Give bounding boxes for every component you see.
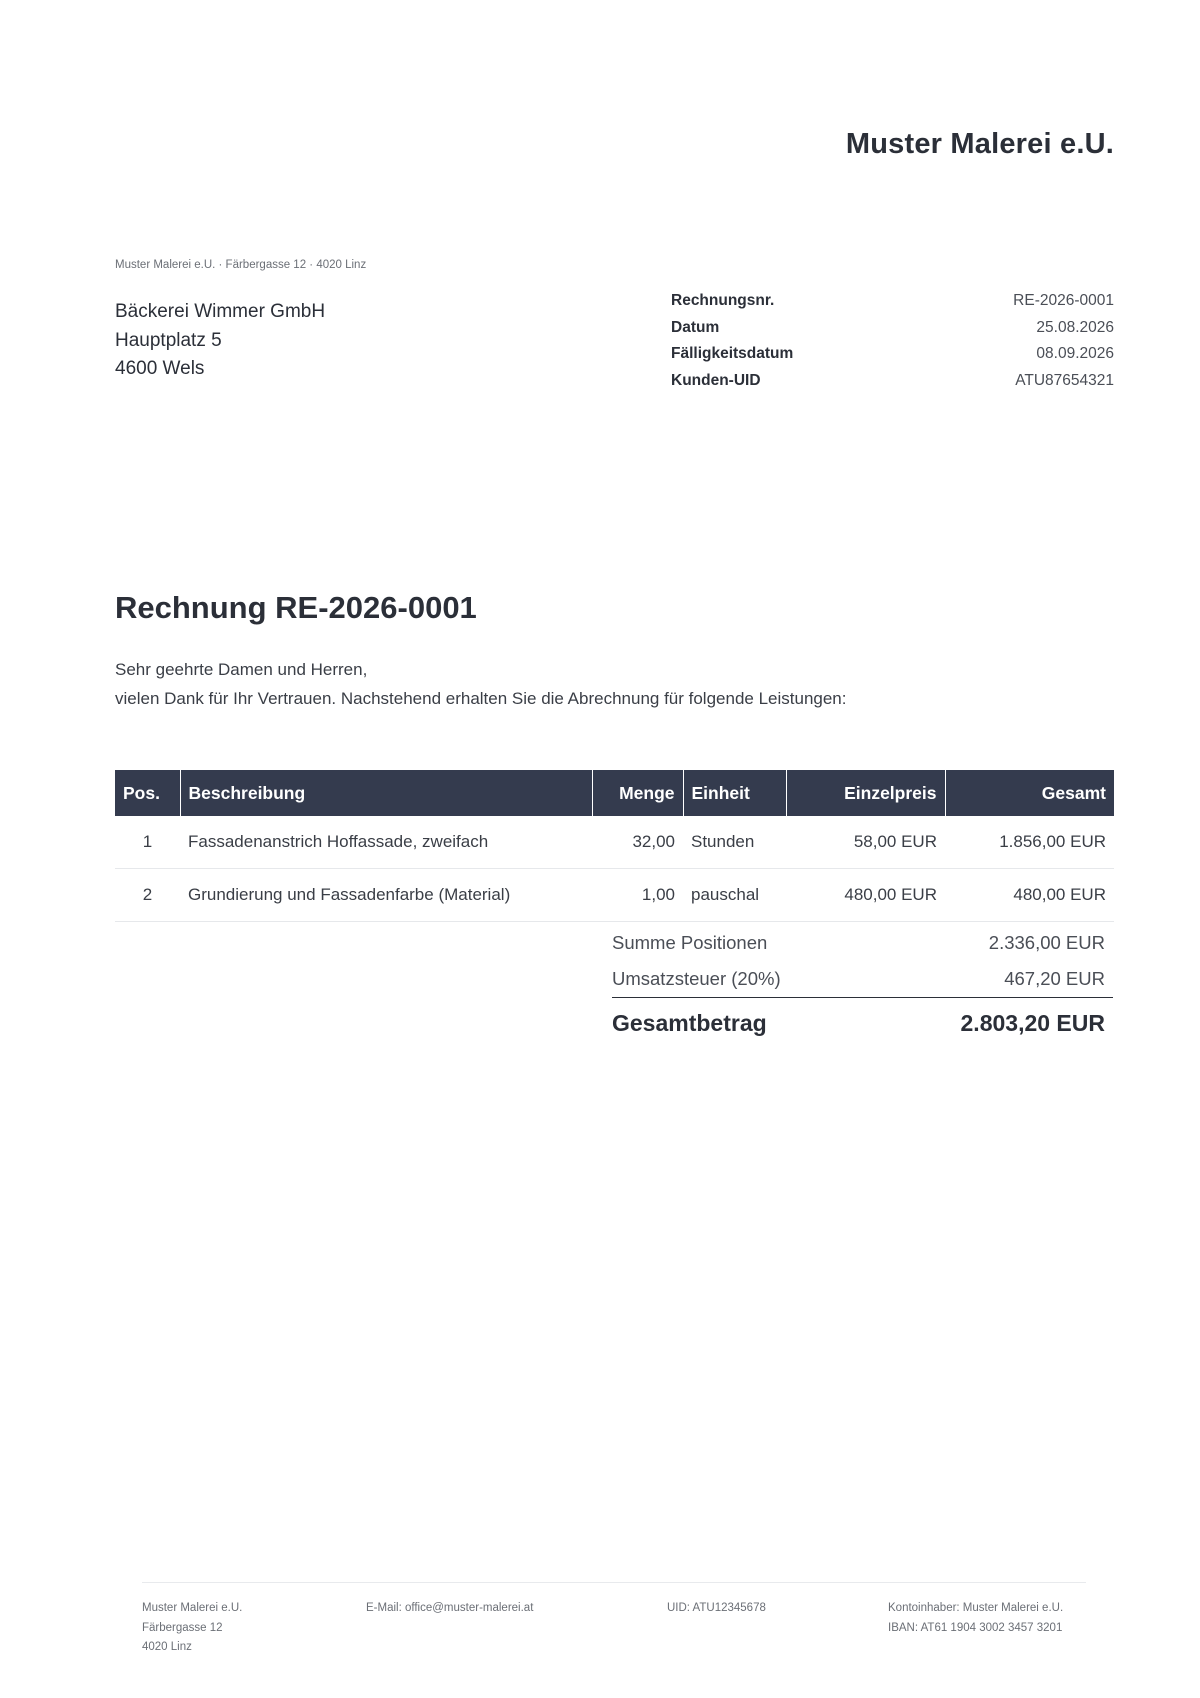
- cell-description: Fassadenanstrich Hoffassade, zweifach: [180, 816, 592, 869]
- cell-pos: 1: [115, 816, 180, 869]
- meta-value: 08.09.2026: [1036, 345, 1114, 363]
- invoice-title: Rechnung RE-2026-0001: [115, 590, 477, 625]
- footer-uid: [667, 1599, 766, 1619]
- footer-company-name: Muster Malerei e.U.: [142, 1602, 243, 1614]
- cell-pos: 2: [115, 869, 180, 922]
- grand-total-label: Gesamtbetrag: [612, 1009, 767, 1036]
- sender-return-address: Muster Malerei e.U. · Färbergasse 12 · 4020 Linz: [115, 259, 367, 271]
- subtotal-row: [612, 925, 1113, 961]
- footer-company: [142, 1599, 242, 1658]
- footer-email-text: E-Mail: office@muster-malerei.at: [366, 1602, 534, 1614]
- tax-label: Umsatzsteuer (20%): [612, 961, 881, 998]
- meta-label: Kunden-UID: [671, 371, 761, 389]
- cell-quantity: 32,00: [592, 816, 683, 869]
- subtotal-label: Summe Positionen: [612, 932, 768, 953]
- subtotal-value: 2.336,00 EUR: [988, 932, 1105, 953]
- meta-label: Fälligkeitsdatum: [671, 345, 794, 363]
- grand-total-row: [612, 998, 1113, 1049]
- table-row: [115, 816, 1114, 869]
- intro-text: [115, 656, 875, 713]
- tax-row: [612, 961, 1113, 998]
- footer-uid-text: UID: ATU12345678: [667, 1602, 766, 1614]
- cell-unit-price: 58,00 EUR: [786, 816, 945, 869]
- meta-row-invoice-number: [671, 288, 1114, 315]
- salutation: Sehr geehrte Damen und Herren,: [115, 660, 368, 679]
- recipient-name: Bäckerei Wimmer GmbH: [115, 301, 326, 322]
- header-pos: Pos.: [115, 770, 180, 816]
- meta-row-date: [671, 315, 1114, 342]
- meta-value: 25.08.2026: [1036, 318, 1114, 336]
- cell-unit-price: 480,00 EUR: [786, 869, 945, 922]
- cell-unit: pauschal: [683, 869, 786, 922]
- recipient-address: [115, 298, 325, 384]
- meta-row-due-date: [671, 341, 1114, 368]
- meta-label: Datum: [671, 318, 720, 336]
- header-unit-price: Einzelpreis: [786, 770, 945, 816]
- footer-company-street: Färbergasse 12: [142, 1621, 223, 1634]
- company-name: Muster Malerei e.U.: [845, 128, 1114, 160]
- footer-account-holder: Kontoinhaber: Muster Malerei e.U.: [888, 1602, 1064, 1614]
- footer-bank: [888, 1599, 1063, 1638]
- intro-paragraph: vielen Dank für Ihr Vertrauen. Nachstehend erhalten Sie die Abrechnung für folgende Leistungen:: [115, 688, 847, 708]
- cell-total: 1.856,00 EUR: [945, 816, 1114, 869]
- totals-table: [612, 925, 1113, 1048]
- tax-value: 467,20 EUR: [881, 961, 1113, 998]
- meta-label: Rechnungsnr.: [671, 292, 775, 310]
- page-footer: [142, 1582, 1086, 1653]
- header-unit: Einheit: [683, 770, 786, 816]
- header-total: Gesamt: [945, 770, 1114, 816]
- meta-row-customer-uid: [671, 368, 1114, 395]
- footer-iban: IBAN: AT61 1904 3002 3457 3201: [888, 1621, 1063, 1634]
- recipient-city: 4600 Wels: [115, 358, 205, 379]
- footer-company-city: 4020 Linz: [142, 1641, 192, 1653]
- cell-quantity: 1,00: [592, 869, 683, 922]
- header-quantity: Menge: [592, 770, 683, 816]
- header-description: Beschreibung: [180, 770, 592, 816]
- table-header-row: [115, 770, 1114, 816]
- cell-unit: Stunden: [683, 816, 786, 869]
- recipient-street: Hauptplatz 5: [115, 329, 222, 351]
- table-row: [115, 869, 1114, 922]
- meta-value: RE-2026-0001: [1013, 292, 1114, 310]
- meta-value: ATU87654321: [1015, 371, 1114, 389]
- cell-total: 480,00 EUR: [945, 869, 1114, 922]
- cell-description: Grundierung und Fassadenfarbe (Material): [180, 869, 592, 922]
- line-items-table: [115, 770, 1114, 922]
- footer-email: [366, 1599, 533, 1619]
- grand-total-value: 2.803,20 EUR: [960, 1009, 1105, 1036]
- invoice-meta-table: [671, 288, 1114, 394]
